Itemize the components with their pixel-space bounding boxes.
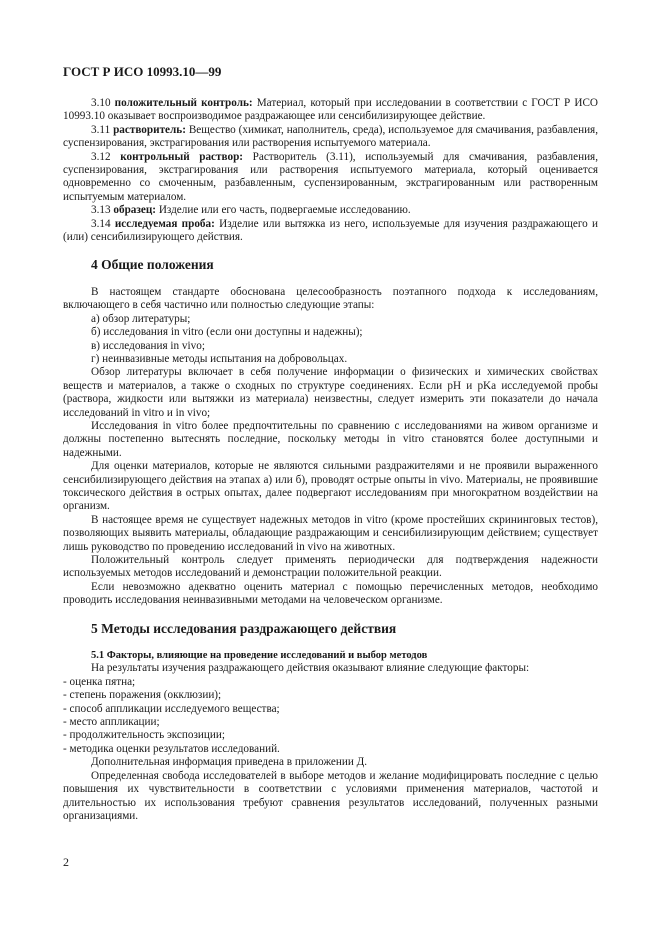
paragraph: Определенная свобода исследователей в выборе методов и желание модифицировать последние с целью повышения их чувствительности в соответствии с условиями применения материалов, частотой и длительностью их использования требуют сравнения результатов исследований, полученных разными организациями. [63,769,598,822]
definition-term: контрольный раствор: [120,150,244,163]
list-item: - продолжительность экспозиции; [63,729,225,742]
definition-3-13: 3.13 образец: Изделие или его часть, подвергаемые исследованию. [91,204,411,217]
paragraph: Для оценки материалов, которые не являются сильными раздражителями и не проявили выраженного сенсибилизирующего действия на этапах а) или б), проводят острые опыты in vivo. Материалы, не проявившие токсического действия в острых опытах, далее подвергают исследованиям при многократном воздействии на организм. [63,460,598,513]
definition-3-11: 3.11 растворитель: Вещество (химикат, наполнитель, среда), используемое для смачивания, разбавления, суспензирования, экстрагирования или растворения испытуемого материала. [63,123,598,150]
list-item: а) обзор литературы; [91,312,191,325]
definition-term: растворитель: [113,123,186,136]
paragraph: Если невозможно адекватно оценить материал с помощью перечисленных методов, необходимо проводить исследования неинвазивными методами на человеческом организме. [63,580,598,607]
list-item: - методика оценки результатов исследований. [63,742,280,755]
standard-code-header: ГОСТ Р ИСО 10993.10—99 [63,64,222,79]
subsection-5-1-heading: 5.1 Факторы, влияющие на проведение исследований и выбор методов [91,650,428,662]
list-item: - место аппликации; [63,716,160,729]
section-5-heading: 5 Методы исследования раздражающего действия [91,620,397,636]
list-item: - степень поражения (окклюзии); [63,689,222,702]
list-item: г) неинвазивные методы испытания на добровольцах. [91,352,348,365]
paragraph: Дополнительная информация приведена в приложении Д. [91,756,368,769]
document-body [63,97,598,823]
definition-3-12: 3.12 контрольный раствор: Растворитель (3.11), используемый для смачивания, разбавления, суспензирования, экстрагирования или растворения испытуемого материала, который оценивается одновременно со смоченным, разбавленным, суспензированным, экстрагированным или растворенным испытуемым материалом. [63,150,599,203]
definitions-list [63,97,598,244]
list-item: б) исследования in vitro (если они доступны и надежны); [91,326,363,339]
paragraph: Обзор литературы включает в себя получение информации о физических и химических свойствах веществ и материалов, а также о сходных по структуре соединениях. Если pH и pKa исследуемой пробы (раствора, жидкости или вытяжки из материала) неизвестны, следует измерить эти показатели до начала исследований in vitro и in vivo; [63,366,598,419]
paragraph: Положительный контроль следует применять периодически для подтверждения надежности используемых методов исследований и демонстрации положительной реакции. [63,554,598,580]
definition-3-10: 3.10 положительный контроль: Материал, который при исследовании в соответствии с ГОСТ Р ИСО 10993.10 оказывает воспроизводимое раздражающее или сенсибилизирующее действие. [63,97,598,123]
section-4-heading: 4 Общие положения [91,257,214,273]
section-4-intro: В настоящем стандарте обоснована целесообразность поэтапного подхода к исследованиям, включающего в себя частично или полностью следующие этапы: [63,285,598,312]
page-number: 2 [63,855,69,869]
definition-term: положительный контроль: [114,97,253,109]
list-item: в) исследования in vivo; [91,339,205,352]
list-item: - оценка пятна; [63,675,136,688]
definition-term: исследуемая проба: [114,217,215,230]
paragraph: В настоящее время не существует надежных методов in vitro (кроме простейших скрининговых тестов), позволяющих выявить материалы, обладающие раздражающим и сенсибилизирующим действием; существует лишь руководство по проведению исследований in vivo на животных. [63,513,598,553]
definition-3-14: 3.14 исследуемая проба: Изделие или вытяжка из него, используемые для изучения раздражающего и (или) сенсибилизирующего действия. [63,217,598,244]
paragraph: Исследования in vitro более предпочтительны по сравнению с исследованиями на живом организме и должны постепенно вытеснять последние, поскольку методы in vitro становятся более доступными и надежными. [63,419,598,459]
definition-term: образец: [113,204,157,217]
list-item: - способ аппликации исследуемого вещества; [63,702,280,715]
section-5-intro: На результаты изучения раздражающего действия оказывают влияние следующие факторы: [91,662,530,675]
